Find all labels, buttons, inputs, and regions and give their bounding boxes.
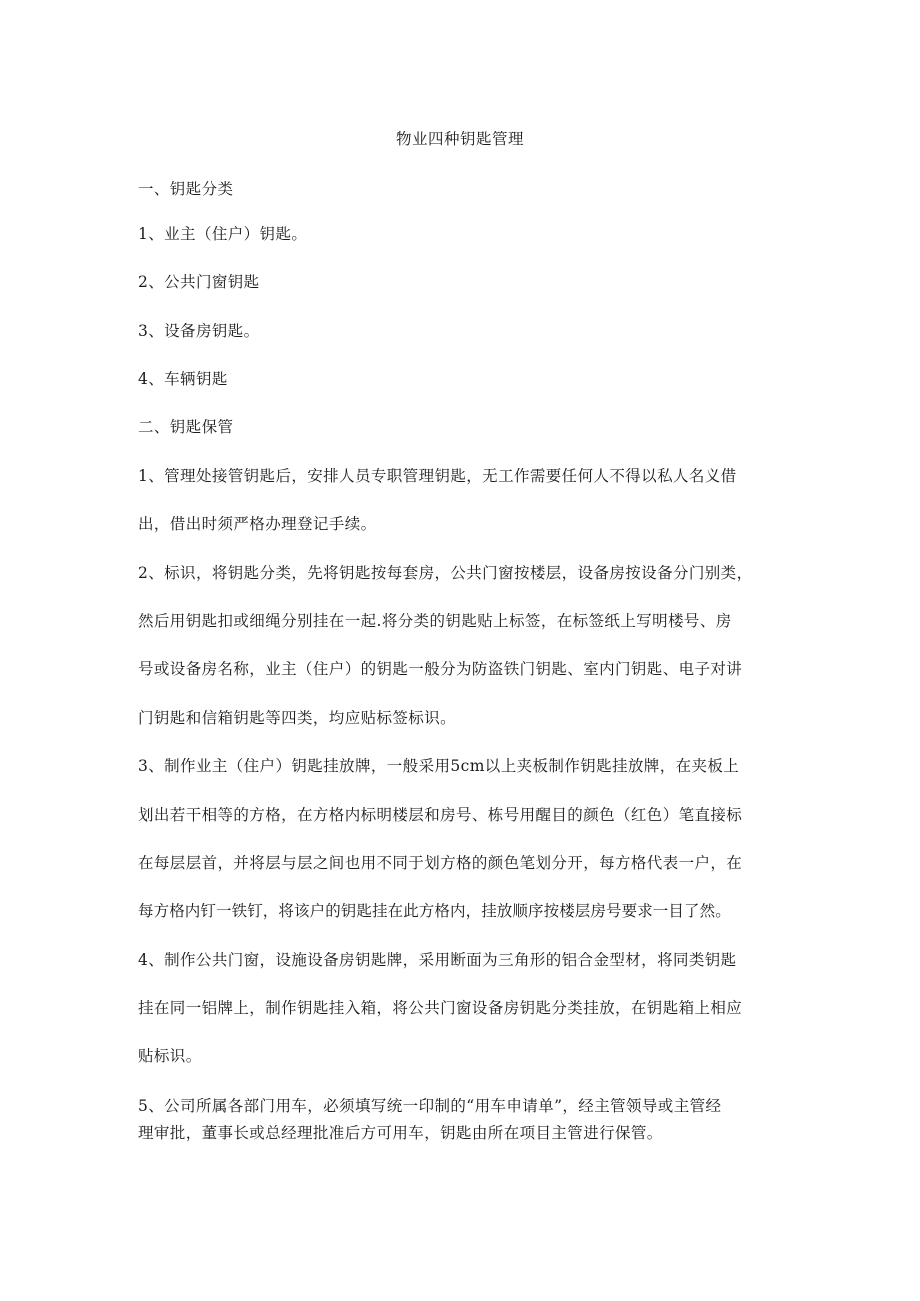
section-heading-custody: 二、钥匙保管	[138, 418, 234, 436]
paragraph-line: 2、标识，将钥匙分类，先将钥匙按每套房，公共门窗按楼层，设备房按设备分门别类，	[138, 564, 753, 582]
paragraph-line: 出，借出时须严格办理登记手续。	[138, 515, 377, 533]
paragraph-line: 门钥匙和信箱钥匙等四类，均应贴标签标识。	[138, 709, 457, 727]
paragraph-line: 在每层层首，并将层与层之间也用不同于划方格的颜色笔划分开，每方格代表一户，在	[138, 854, 743, 872]
paragraph-line: 1、管理处接管钥匙后，安排人员专职管理钥匙，无工作需要任何人不得以私人名义借	[138, 467, 737, 485]
list-item: 1、业主（住户）钥匙。	[138, 225, 308, 243]
paragraph-line: 号或设备房名称，业主（住户）的钥匙一般分为防盗铁门钥匙、室内门钥匙、电子对讲	[138, 660, 743, 678]
paragraph-line: 划出若干相等的方格，在方格内标明楼层和房号、栋号用醒目的颜色（红色）笔直接标	[138, 806, 743, 824]
paragraph-line: 理审批，董事长或总经理批准后方可用车，钥匙由所在项目主管进行保管。	[138, 1124, 663, 1142]
section-heading-classification: 一、钥匙分类	[138, 180, 234, 198]
paragraph-line: 挂在同一铝牌上，制作钥匙挂入箱，将公共门窗设备房钥匙分类挂放，在钥匙箱上相应	[138, 999, 743, 1017]
paragraph-line: 3、制作业主（住户）钥匙挂放牌，一般采用5cm以上夹板制作钥匙挂放牌，在夹板上	[138, 757, 740, 775]
paragraph-line: 贴标识。	[138, 1047, 202, 1065]
paragraph-line: 5、公司所属各部门用车，必须填写统一印制的“用车申请单”，经主管领导或主管经	[138, 1097, 722, 1115]
document-title: 物业四种钥匙管理	[395, 130, 524, 148]
paragraph-line: 每方格内钉一铁钉，将该户的钥匙挂在此方格内，挂放顺序按楼层房号要求一目了然。	[138, 902, 731, 920]
list-item: 2、公共门窗钥匙	[138, 273, 260, 291]
list-item: 3、设备房钥匙。	[138, 322, 260, 340]
paragraph-line: 然后用钥匙扣或细绳分别挂在一起.将分类的钥匙贴上标签，在标签纸上写明楼号、房	[138, 612, 732, 630]
paragraph-line: 4、制作公共门窗，设施设备房钥匙牌，采用断面为三角形的铝合金型材，将同类钥匙	[138, 951, 737, 969]
list-item: 4、车辆钥匙	[138, 370, 228, 388]
